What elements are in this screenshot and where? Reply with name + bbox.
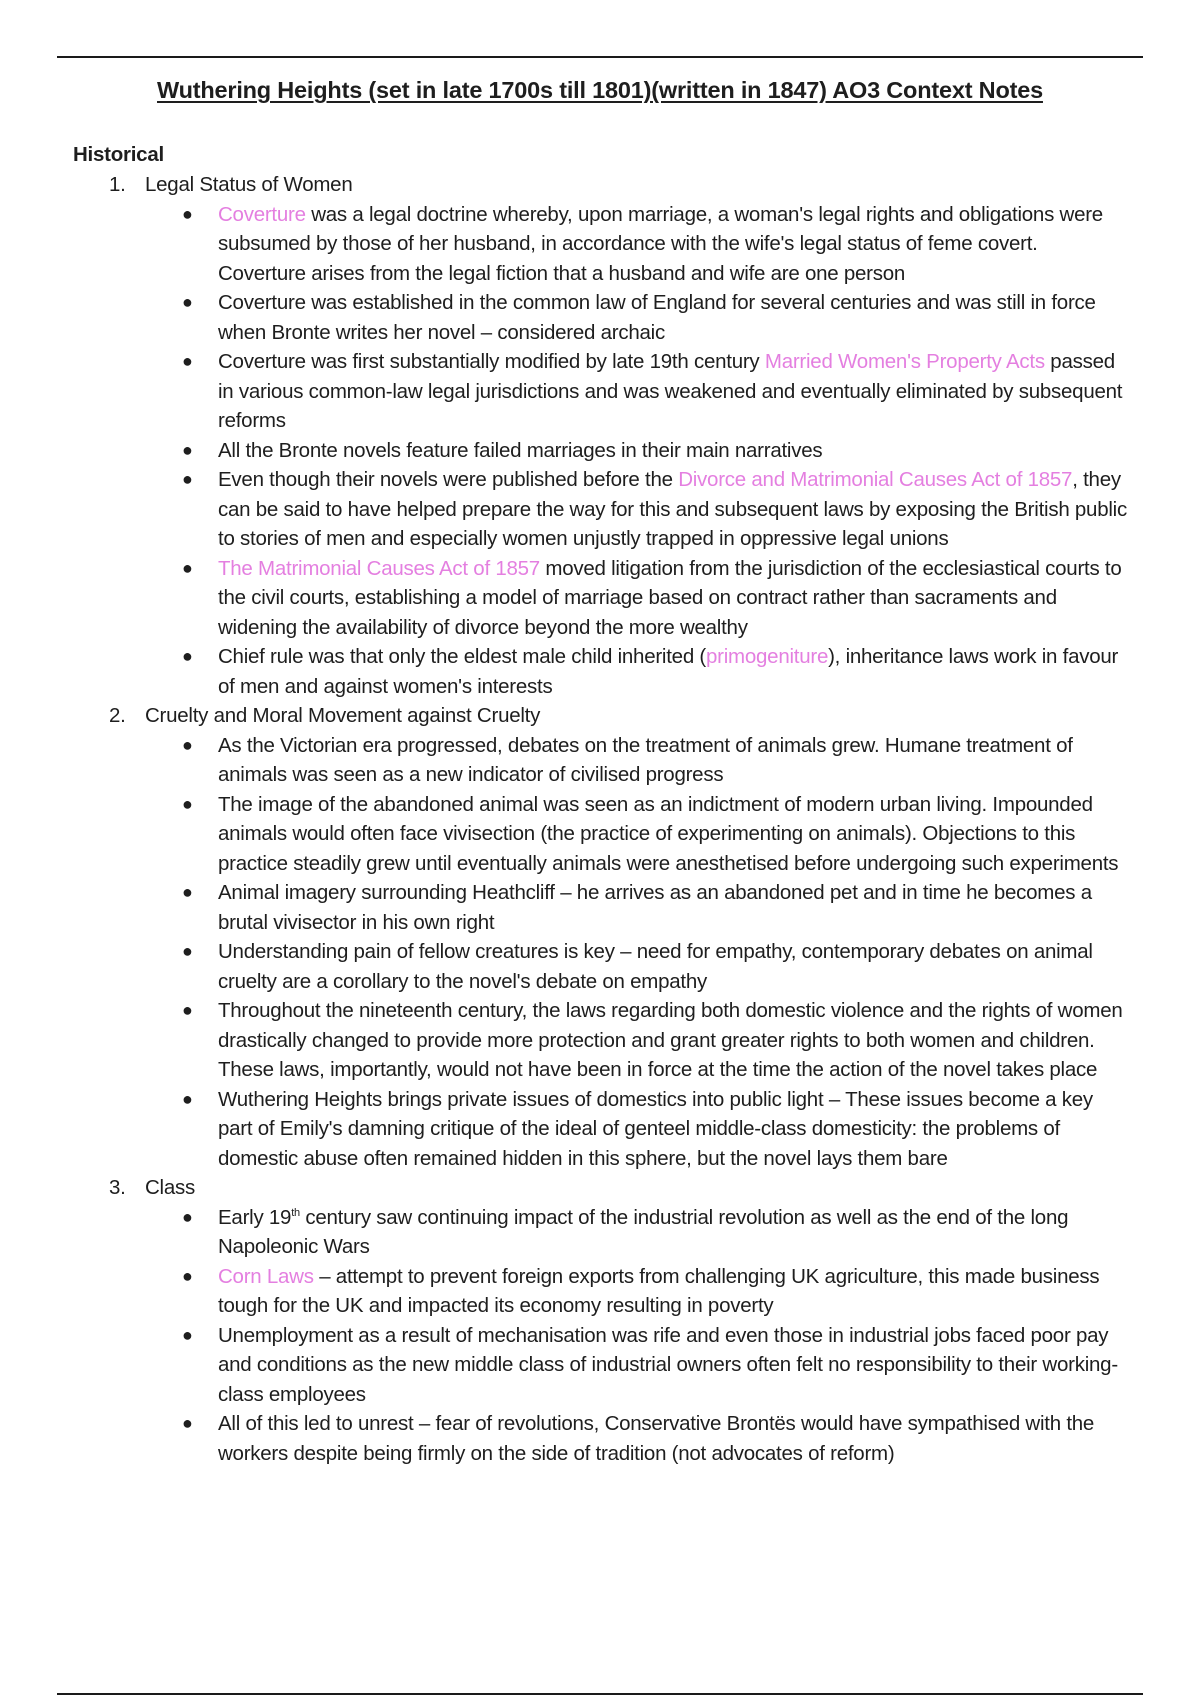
bullet-icon: ●: [182, 351, 193, 371]
bullet-text: Even though their novels were published before the: [218, 468, 679, 491]
document-body: [0, 140, 1200, 1468]
bullet-text: Animal imagery surrounding Heathcliff – he arrives as an abandoned pet and in time he becomes a brutal vivisector in his own right: [218, 881, 1092, 934]
bullet-text: ), inheritance laws work in favour of men and against women's interests: [218, 645, 1119, 698]
bullet-text: , they can be said to have helped prepare the way for this and subsequent laws by exposing the British public to stories of men and especially women unjustly trapped in oppressive legal unions: [218, 468, 1127, 550]
section-number: 3.: [109, 1176, 126, 1199]
bullet-item: [0, 465, 1200, 554]
bullet-text: was a legal doctrine whereby, upon marriage, a woman's legal rights and obligations were subsumed by those of her husband, in accordance with the wife's legal status of feme covert. Coverture arises from the legal fiction that a husband and wife are one person: [218, 202, 1103, 285]
bullet-icon: ●: [182, 1265, 193, 1286]
bullet-text: Early 19: [218, 1205, 292, 1229]
bullet-item: [0, 288, 1200, 347]
top-rule: [57, 56, 1143, 58]
bullet-icon: ●: [182, 793, 193, 814]
highlighted-term: Corn Laws: [218, 1264, 314, 1288]
superscript-text: th: [291, 1206, 300, 1219]
bullet-text: All of this led to unrest – fear of revolutions, Conservative Brontës would have sympathised with the workers despite being firmly on the side of tradition (not advocates of reform): [218, 1412, 1095, 1465]
highlighted-term: Coverture: [218, 202, 306, 226]
bullet-item: [0, 996, 1200, 1085]
bullet-item: [0, 347, 1200, 436]
bullet-text: Wuthering Heights brings private issues of domestics into public light – These issues become a key part of Emily's damning critique of the ideal of genteel middle-class domesticity: the problems of domestic abuse often remained hidden in this sphere, but the novel lays them bare: [218, 1087, 1093, 1170]
bullet-icon: ●: [182, 941, 193, 961]
section-number: 1.: [109, 173, 126, 196]
bullet-icon: ●: [182, 1000, 193, 1020]
bullet-text: moved litigation from the jurisdiction of the ecclesiastical courts to the civil courts, establishing a model of marriage based on contract rather than sacraments and widening the availability of divorce beyond the more wealthy: [218, 556, 1122, 639]
bullet-icon: ●: [182, 469, 193, 489]
bullet-icon: ●: [182, 734, 193, 755]
highlighted-term: The Matrimonial Causes Act of 1857: [218, 556, 540, 580]
bullet-text: Chief rule was that only the eldest male child inherited (: [218, 645, 707, 668]
bullet-icon: ●: [182, 203, 193, 224]
bullet-icon: ●: [182, 1206, 193, 1227]
section-item: [0, 170, 1200, 701]
bullet-text: As the Victorian era progressed, debates on the treatment of animals grew. Humane treatment of animals was seen as a new indicator of civilised progress: [218, 733, 1073, 786]
bullet-text: Unemployment as a result of mechanisation was rife and even those in industrial jobs faced poor pay and conditions as the new middle class of industrial owners often felt no responsibility to their working-class employees: [218, 1323, 1118, 1406]
document-title: Wuthering Heights (set in late 1700s till 1801)(written in 1847) AO3 Context Notes: [157, 77, 1043, 103]
section-title: [0, 701, 1200, 731]
bullet-text: century saw continuing impact of the industrial revolution as well as the end of the long Napoleonic Wars: [218, 1205, 1069, 1258]
bullet-item: [0, 790, 1200, 879]
bullet-icon: ●: [182, 882, 193, 902]
bullet-list: [0, 1203, 1200, 1469]
section-heading: Historical: [73, 143, 164, 166]
numbered-sections: [0, 170, 1200, 1468]
highlighted-term: Divorce and Matrimonial Causes Act of 1857: [678, 468, 1073, 491]
bullet-list: [0, 731, 1200, 1174]
bullet-item: [0, 1321, 1200, 1410]
section-title-text: Class: [145, 1176, 196, 1199]
bullet-item: [0, 1085, 1200, 1174]
section-item: [0, 701, 1200, 1173]
bullet-item: [0, 1203, 1200, 1262]
highlighted-term: Married Women's Property Acts: [764, 350, 1045, 373]
bullet-item: [0, 554, 1200, 643]
bullet-icon: ●: [182, 1324, 193, 1345]
section-title-text: Legal Status of Women: [145, 173, 353, 196]
bullet-text: Throughout the nineteenth century, the laws regarding both domestic violence and the rights of women drastically changed to provide more protection and grant greater rights to both women and children. These laws, importantly, would not have been in force at the time the action of the novel takes place: [218, 999, 1123, 1081]
bullet-icon: ●: [182, 1088, 193, 1109]
section-title: [0, 1173, 1200, 1203]
section-title-text: Cruelty and Moral Movement against Cruelty: [145, 704, 541, 727]
highlighted-term: primogeniture: [706, 645, 829, 668]
bullet-icon: ●: [182, 1413, 193, 1433]
bullet-item: [0, 878, 1200, 937]
bullet-item: [0, 1409, 1200, 1468]
bullet-item: [0, 731, 1200, 790]
bullet-text: Understanding pain of fellow creatures is key – need for empathy, contemporary debates on animal cruelty are a corollary to the novel's debate on empathy: [218, 940, 1093, 993]
bullet-text: Coverture was first substantially modified by late 19th century: [218, 350, 765, 373]
bullet-list: [0, 200, 1200, 702]
section-number: 2.: [109, 704, 126, 727]
bullet-icon: ●: [182, 646, 193, 666]
bullet-icon: ●: [182, 557, 193, 578]
bullet-text: The image of the abandoned animal was seen as an indictment of modern urban living. Impounded animals would often face vivisection (the practice of experimenting on animals). Objections to this practice steadily grew until eventually animals were anesthetised before undergoing such experiments: [218, 792, 1119, 875]
bullet-text: Coverture was established in the common law of England for several centuries and was still in force when Bronte writes her novel – considered archaic: [218, 291, 1096, 344]
bullet-item: [0, 937, 1200, 996]
bottom-rule: [57, 1693, 1143, 1695]
bullet-item: [0, 642, 1200, 701]
bullet-item: [0, 436, 1200, 466]
bullet-item: [0, 200, 1200, 289]
section-item: [0, 1173, 1200, 1468]
bullet-icon: ●: [182, 439, 193, 460]
bullet-text: All the Bronte novels feature failed marriages in their main narratives: [218, 438, 823, 462]
bullet-text: passed in various common-law legal jurisdictions and was weakened and eventually eliminated by subsequent reforms: [218, 350, 1123, 432]
bullet-item: [0, 1262, 1200, 1321]
bullet-icon: ●: [182, 292, 193, 312]
section-title: [0, 170, 1200, 200]
bullet-text: – attempt to prevent foreign exports from challenging UK agriculture, this made business tough for the UK and impacted its economy resulting in poverty: [218, 1264, 1100, 1317]
